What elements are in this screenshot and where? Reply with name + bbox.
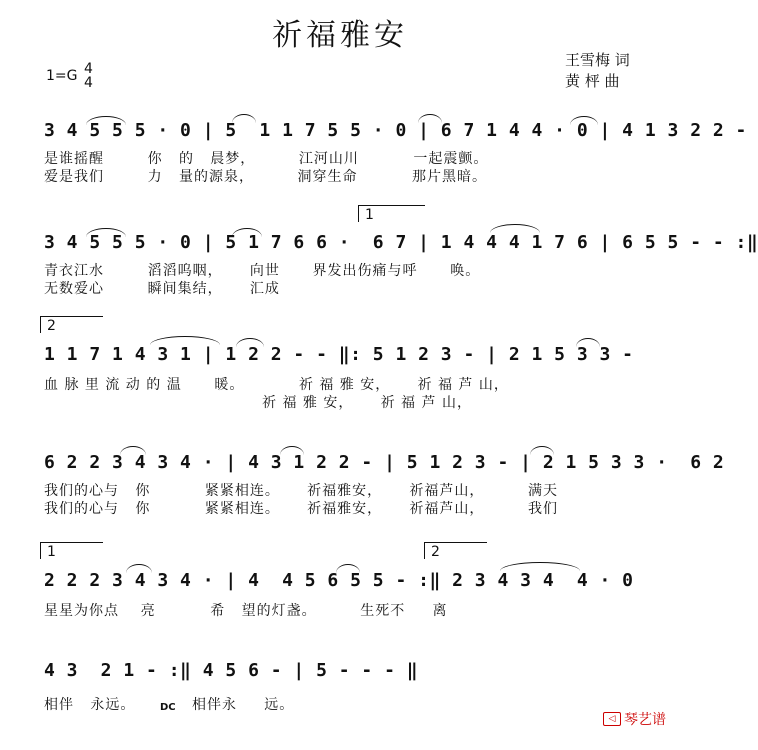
lyrics-verse-2: 祈 福 雅 安， 祈 福 芦 山， [44, 395, 472, 411]
lyrics-verse-1: 青衣江水 滔滔呜咽， 向世 界发出伤痛与呼 唤。 [44, 263, 481, 279]
composer: 黄 枰 曲 [565, 72, 620, 90]
time-signature [84, 62, 93, 90]
credits [565, 50, 630, 92]
lyrics-verse-1: 星星为你点 亮 希 望的灯盏。 生死不 离 [44, 603, 448, 619]
lyrics-verse-1: 相伴 永远。 [44, 697, 136, 713]
notation: 1 1 7 1 4 3 1 | 1 2 2 - - ‖: 5 1 2 3 - | 2 1 5 3 3 - [44, 344, 634, 365]
song-title: 祈福雅安 [272, 18, 408, 53]
score-line-6 [0, 660, 680, 750]
watermark-logo [603, 709, 666, 729]
score-line-2 [0, 232, 758, 322]
lyrics-verse-2: 无数爱心 瞬间集结， 汇成 [44, 281, 280, 297]
volta-2: 2 [40, 316, 103, 333]
time-beats: 4 [83, 61, 93, 77]
watermark-text: 琴艺谱 [624, 712, 666, 728]
score-line-3 [0, 344, 680, 434]
lyrics-dc-ending: 相伴永 远。 [192, 697, 295, 713]
dc-marking: DC [160, 702, 176, 713]
score-line-5 [0, 570, 680, 660]
lyrics-verse-1: 血 脉 里 流 动 的 温 暖。 祈 福 雅 安， 祈 福 芦 山， [44, 377, 509, 393]
notation: 6 2 2 3 4 3 4 · | 4 3 1 2 2 - | 5 1 2 3 - | 2 1 5 3 3 · 6 2 [44, 452, 725, 473]
notation: 4 3 2 1 - :‖ 4 5 6 - | 5 - - - ‖ [44, 660, 419, 681]
watermark-icon: ◁ [603, 712, 621, 726]
notation: 3 4 5 5 5 · 0 | 5 1 1 7 5 5 · 0 | 6 7 1 4 4 · 0 | 4 1 3 2 2 - [44, 120, 747, 141]
time-unit: 4 [83, 75, 93, 91]
notation: 3 4 5 5 5 · 0 | 5 1 7 6 6 · 6 7 | 1 4 4 4 1 7 6 | 6 5 5 - - :‖ [44, 232, 758, 253]
notation: 2 2 2 3 4 3 4 · | 4 4 5 6 5 5 - :‖ 2 3 4 3 4 4 · 0 [44, 570, 634, 591]
key-signature [46, 62, 93, 90]
key-label: 1=G [46, 68, 78, 84]
lyrics-verse-1: 是谁摇醒 你 的 晨梦， 江河山川 一起震颤。 [44, 151, 489, 167]
volta-1: 1 [358, 205, 425, 222]
score-line-4 [0, 452, 725, 542]
volta-2: 2 [424, 542, 487, 559]
volta-1: 1 [40, 542, 103, 559]
lyricist: 王雪梅 词 [565, 51, 630, 69]
lyrics-verse-2: 爱是我们 力 量的源泉， 洞穿生命 那片黑暗。 [44, 169, 488, 185]
lyrics-verse-1: 我们的心与 你 紧紧相连。 祈福雅安， 祈福芦山， 满天 [44, 483, 558, 499]
score-line-1 [0, 120, 747, 210]
lyrics-verse-2: 我们的心与 你 紧紧相连。 祈福雅安， 祈福芦山， 我们 [44, 501, 558, 517]
